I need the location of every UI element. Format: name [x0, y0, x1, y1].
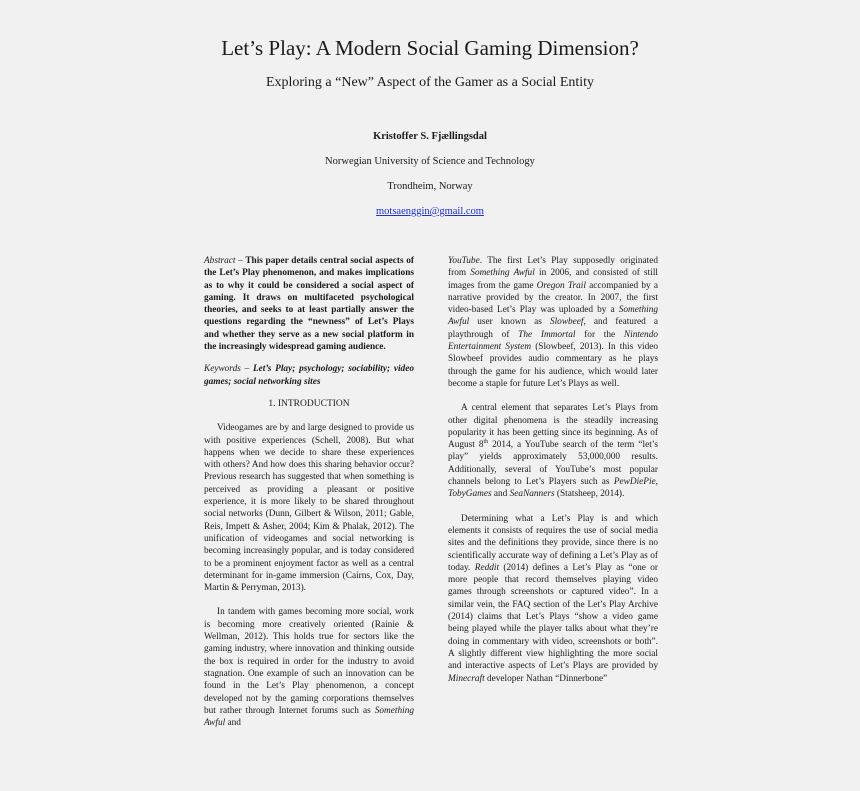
- author-affiliation: Norwegian University of Science and Technology: [325, 156, 535, 167]
- text-span: In tandem with games becoming more social, work is becoming more creatively oriented (Rainie & Wellman, 2012). This holds true for sectors like the gaming industry, where innovation and thinking outside the box is required in order for the industry to avoid stagnation. One example of such an innovation can be found in the Let’s Play phenomenon, a concept developed not by the gaming corporations themselves but rather through Internet forums such as: [204, 607, 414, 716]
- history-paragraph: [448, 255, 658, 390]
- text-span: developer Nathan “Dinnerbone”: [484, 673, 608, 684]
- intro-paragraph-1: Videogames are by and large designed to provide us with positive experiences (Schell, 2008). But what happens when we decide to share these experiences with others? And how does this sharing behavior occur? Previous research has suggested that when something is perceived as providing a pleasant or positive experience, it is more likely to be shared throughout social networks (Dunn, Gilbert & Wilson, 2011; Gable, Reis, Impett & Asher, 2004; Kim & Phalak, 2012). The unification of videogames and social networking is becoming increasingly popular, and is today considered to be a prominent enjoyment factor as well as a central determinant for in-game immersion (Cairns, Cox, Day, Martin & Perryman, 2013).: [204, 423, 414, 594]
- superscript: th: [483, 439, 489, 446]
- abstract-label: Abstract –: [204, 256, 243, 266]
- italic-term: Something Awful: [448, 305, 658, 328]
- text-span: A central element that separates Let’s Plays from other digital phenomena is the steadily increasing popularity it has been getting since its beginning. As of August 8: [448, 403, 658, 451]
- popularity-paragraph: [448, 402, 658, 500]
- abstract-text: This paper details central social aspects of the Let’s Play phenomenon, and makes implications as to why it could be considered a social aspect of gaming. It draws on multifaceted psychological theories, and seeks to at least partially answer the questions regarding the “newness” of Let’s Plays and whether they serve as a new social platform in the increasingly widespread gaming audience.: [204, 256, 414, 353]
- italic-term: The Immortal: [518, 329, 576, 340]
- italic-term: YouTube: [448, 256, 480, 266]
- text-span: user known as: [469, 317, 550, 328]
- italic-term: TobyGames: [448, 489, 492, 500]
- text-span: accompanied by a narrative provided by the creator. In 2007, the first video-based Let’s Play was uploaded by a: [448, 280, 658, 316]
- italic-term: Reddit: [474, 562, 500, 573]
- italic-term: Nintendo Entertainment System: [448, 329, 658, 353]
- text-span: (Statsheep, 2014).: [554, 489, 625, 500]
- text-span: for the: [575, 329, 624, 340]
- section-heading-introduction: 1. INTRODUCTION: [268, 398, 350, 409]
- text-span: and: [491, 489, 510, 500]
- keywords: [204, 363, 414, 388]
- italic-term: PewDiePie: [613, 477, 656, 488]
- italic-term: Oregon Trail: [536, 280, 586, 291]
- text-span: (Slowbeef, 2013). In this video Slowbeef provides audio commentary as he plays through the game for his audience, which would later become a staple for future Let’s Plays as well.: [448, 342, 658, 389]
- author-email: [0, 206, 860, 217]
- text-span: in 2006, and consisted of still images from the game: [448, 268, 658, 291]
- definition-paragraph: [448, 513, 658, 685]
- italic-term: Slowbeef: [549, 317, 584, 328]
- author-location: Trondheim, Norway: [387, 181, 473, 192]
- author-name: Kristoffer S. Fjællingsdal: [373, 131, 487, 142]
- text-span: Determining what a Let’s Play is and which elements it consists of requires the use of social media sites and the definitions they provide, since there is no scientifically accurate way of defining a Let’s Play as of today.: [448, 513, 658, 573]
- paper-title: Let’s Play: A Modern Social Gaming Dimension?: [221, 36, 639, 60]
- intro-paragraph-2: [204, 606, 414, 729]
- text-span: 2014, a YouTube search of the term “let’s play” yields approximately 53,000,000 results. Additionally, several of YouTube’s most popular channels belong to Let’s Players such as: [448, 440, 658, 488]
- text-span: . The first Let’s Play supposedly originated from: [448, 256, 658, 279]
- right-column: [448, 255, 658, 685]
- keywords-text: Let’s Play; psychology; sociability; video games; social networking sites: [204, 364, 414, 387]
- paper-subtitle: Exploring a “New” Aspect of the Gamer as a Social Entity: [265, 75, 595, 90]
- abstract: [204, 255, 414, 353]
- italic-term: Something Awful: [204, 705, 414, 729]
- italic-term: Minecraft: [448, 673, 485, 684]
- text-span: and: [225, 718, 241, 729]
- left-column: [204, 255, 414, 729]
- text-span: (2014) defines a Let’s Play as “one or more people that record themselves playing video games through screenshots or captured video”. In a similar vein, the FAQ section of the Let’s Play Archive (2014) claims that Let’s Plays “show a video game being played while the player talks about what they’re doing in commentary with video, screenshots or both”. A slightly different view highlighting the more social and interactive aspects of Let’s Plays are provided by: [448, 562, 658, 672]
- text-span: ,: [655, 477, 658, 488]
- italic-term: Something Awful: [470, 268, 535, 279]
- keywords-label: Keywords –: [204, 364, 250, 375]
- text-span: , and featured a playthrough of: [448, 317, 658, 340]
- email-link[interactable]: motsaenggin@gmail.com: [376, 206, 484, 217]
- italic-term: SeaNanners: [509, 489, 555, 500]
